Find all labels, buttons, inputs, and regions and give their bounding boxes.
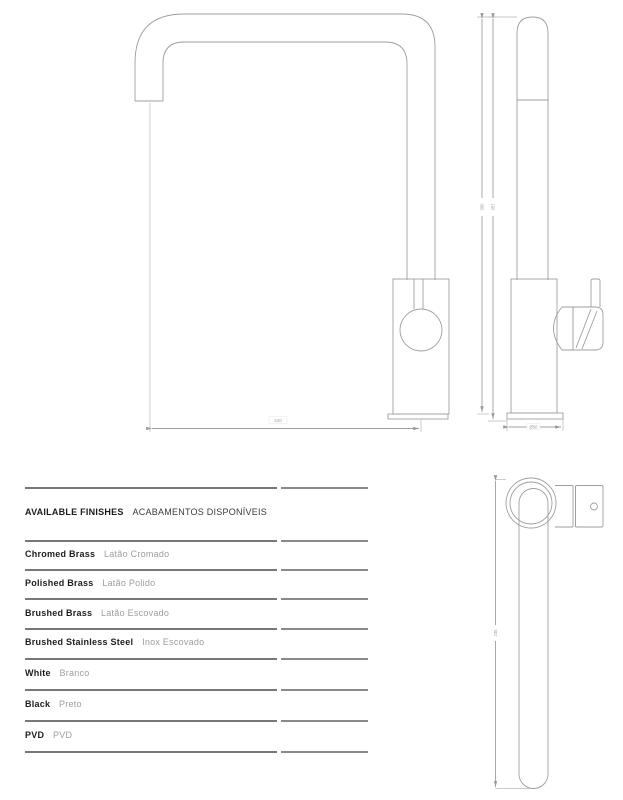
finish-row <box>25 730 368 740</box>
top-handle-screw-hole <box>591 503 598 510</box>
finish-row <box>25 549 368 559</box>
table-rule <box>25 658 368 660</box>
finish-name-pt: Branco <box>59 668 90 678</box>
table-rule <box>25 569 368 571</box>
table-rule <box>25 720 368 722</box>
table-rule <box>25 598 368 600</box>
side-height-b-label: 357 <box>490 203 496 211</box>
finish-row <box>25 699 368 709</box>
finish-row <box>25 668 368 678</box>
top-length-dimension <box>493 480 531 789</box>
finish-row <box>25 578 368 588</box>
side-view <box>477 17 603 431</box>
table-rule <box>25 628 368 630</box>
table-rule <box>25 487 368 489</box>
finish-name-pt: PVD <box>53 730 73 740</box>
table-rule <box>25 689 368 691</box>
finish-name-pt: Inox Escovado <box>142 637 205 647</box>
front-base-plate <box>388 414 448 419</box>
table-rule <box>25 540 368 542</box>
finish-name-en: Brushed Stainless Steel <box>25 637 134 647</box>
side-handle <box>554 279 604 350</box>
finish-name-en: Polished Brass <box>25 578 94 588</box>
top-length-label: 230 <box>493 629 498 637</box>
finish-name-en: Brushed Brass <box>25 608 93 618</box>
finishes-title-en: AVAILABLE FINISHES <box>25 507 124 517</box>
finish-name-en: Black <box>25 699 51 709</box>
top-spout <box>519 489 548 789</box>
base-diameter-dimension <box>507 419 563 431</box>
front-reach-dimension <box>150 103 421 432</box>
front-valve-circle <box>400 309 442 351</box>
finish-name-pt: Latão Polido <box>102 578 156 588</box>
finishes-title-pt: ACABAMENTOS DISPONÍVEIS <box>132 507 268 517</box>
finish-name-en: Chromed Brass <box>25 549 96 559</box>
top-view <box>493 478 603 789</box>
side-height-dimension-b <box>488 17 517 421</box>
finish-name-pt: Latão Escovado <box>101 608 170 618</box>
finish-name-en: White <box>25 668 51 678</box>
finishes-table <box>25 487 368 755</box>
top-body-outer-circle <box>506 478 556 528</box>
side-height-a-label: 380 <box>479 203 485 211</box>
finish-name-pt: Latão Cromado <box>104 549 170 559</box>
finish-row <box>25 637 368 647</box>
top-handle <box>555 486 603 528</box>
finishes-header <box>25 507 368 517</box>
finish-name-pt: Preto <box>59 699 82 709</box>
finish-name-en: PVD <box>25 730 45 740</box>
finish-row <box>25 608 368 618</box>
front-view <box>135 14 449 432</box>
side-base-plate <box>507 413 563 419</box>
front-reach-label: 220 <box>274 418 282 423</box>
base-diameter-label: Ø50 <box>529 424 538 430</box>
table-rule <box>25 751 368 753</box>
